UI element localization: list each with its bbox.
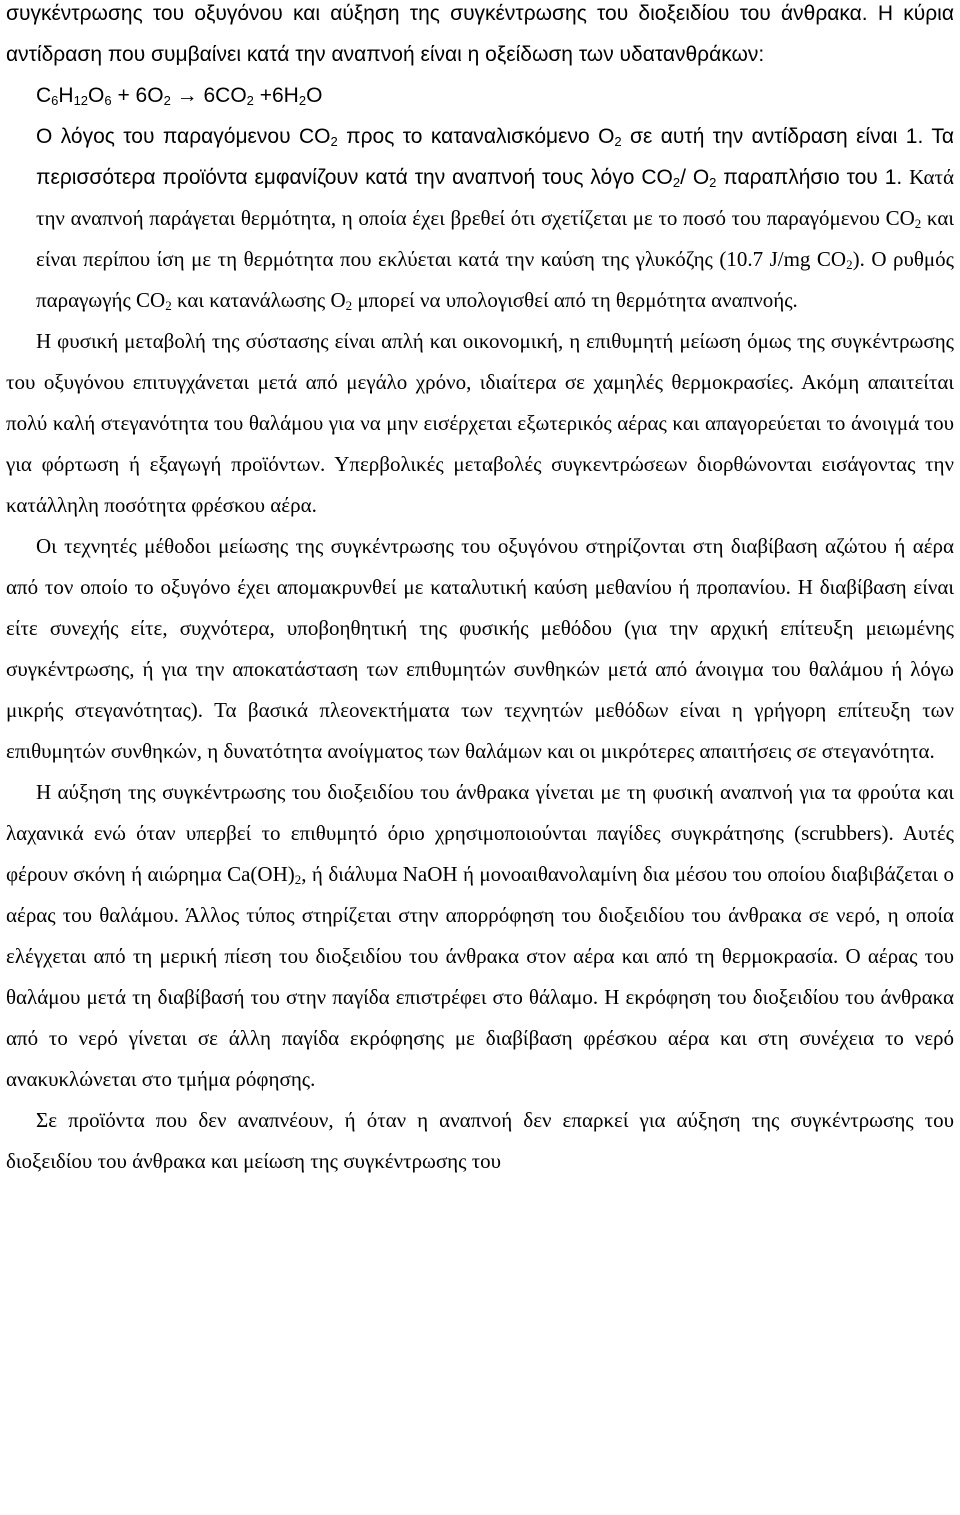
document-page: [6, 0, 954, 1182]
subscript: 2: [672, 175, 681, 190]
subscript: 2: [165, 298, 172, 313]
paragraph-p5: Η αύξηση της συγκέντρωσης του διοξειδίου του άνθρακα γίνεται με τη φυσική αναπνοή για τα φρούτα και λαχανικά ενώ όταν υπερβεί το επιθυμητό όριο χρησιμοποιούνται παγίδες συγκράτησης (scrubbers). Αυτές φέρουν σκόνη ή αιώρημα $Ca(OH)_2$, ή διάλυμα NaOH ή μονοαιθανολαμίνη δια μέσου του οποίου διαβιβάζεται ο αέρας του θαλάμου. Άλλος τύπος στηρίζεται στην απορρόφηση του διοξειδίου του άνθρακα σε νερό, η οποία ελέγχεται από τη μερική πίεση του διοξειδίου του άνθρακα στον αέρα και από τη θερμοκρασία. Ο αέρας του θαλάμου μετά τη διαβίβασή του στην παγίδα επιστρέφει στο θάλαμο. Η εκρόφηση του διοξειδίου του άνθρακα από το νερό γίνεται σε άλλη παγίδα εκρόφησης με διαβίβαση φρέσκου αέρα και στη συνέχεια το νερό ανακυκλώνεται στο τμήμα ρόφησης.: [6, 780, 954, 1091]
subscript: 2: [345, 298, 353, 313]
subscript: 6: [104, 93, 112, 108]
paragraph-p3: Η φυσική μεταβολή της σύστασης είναι απλή και οικονομική, η επιθυμητή μείωση όμως της συγκέντρωσης του οξυγόνου επιτυγχάνεται μετά από μεγάλο χρόνο, ιδιαίτερα σε χαμηλές θερμοκρασίες. Ακόμη απαιτείται πολύ καλή στεγανότητα του θαλάμου για να μην εισέρχεται εξωτερικός αέρας και απαγορεύεται το άνοιγμά του για φόρτωση ή εξαγωγή προϊόντων. Υπερβολικές μεταβολές συγκεντρώσεων διορθώνονται εισάγοντας την κατάλληλη ποσότητα φρέσκου αέρα.: [6, 329, 954, 517]
paragraph-p1: συγκέντρωσης του οξυγόνου και αύξηση της συγκέντρωσης του διοξειδίου του άνθρακα. Η κύρια αντίδραση που συμβαίνει κατά την αναπνοή είναι η οξείδωση των υδατανθράκων:: [6, 2, 954, 66]
subscript: 2: [709, 175, 717, 190]
subscript: 12: [73, 93, 89, 108]
paragraph-p2: Ο λόγος του παραγόμενου $CO_2$ προς το καταναλισκόμενο $O_2$ σε αυτή την αντίδραση είναι 1. Τα περισσότερα προϊόντα εμφανίζουν κατά την αναπνοή τους λόγο $CO_2/$ $O_2$ παραπλήσιο του 1. Κατά την αναπνοή παράγεται θερμότητα, η οποία έχει βρεθεί ότι σχετίζεται με το ποσό του παραγόμενου $CO_2$ και είναι περίπου ίση με τη θερμότητα που εκλύεται κατά την καύση της γλυκόζης (10.7 J/mg $CO_2$). Ο ρυθμός παραγωγής $CO_2$ και κατανάλωσης $O_2$ μπορεί να υπολογισθεί από τη θερμότητα αναπνοής.: [36, 125, 955, 313]
paragraph-p4: Οι τεχνητές μέθοδοι μείωσης της συγκέντρωσης του οξυγόνου στηρίζονται στη διαβίβαση αζώτου ή αέρα από τον οποίο το οξυγόνο έχει απομακρυνθεί με καταλυτική καύση μεθανίου ή προπανίου. Η διαβίβαση είναι είτε συνεχής είτε, συχνότερα, υποβοηθητική της φυσικής μεθόδου (για την αρχική επίτευξη μειωμένης συγκέντρωσης, ή για την αποκατάσταση των επιθυμητών συνθηκών μετά από άνοιγμα του θαλάμου ή λόγω μικρής στεγανότητας). Τα βασικά πλεονεκτήματα των τεχνητών μεθόδων είναι η γρήγορη επίτευξη των επιθυμητών συνθηκών, η δυνατότητα ανοίγματος των θαλάμων και οι μικρότερες απαιτήσεις σε στεγανότητα.: [6, 534, 954, 763]
serif-run: Κατά την αναπνοή παράγεται θερμότητα, η οποία έχει βρεθεί ότι σχετίζεται με το ποσό του παραγόμενου $CO_2$ και είναι περίπου ίση με τη θερμότητα που εκλύεται κατά την καύση της γλυκόζης (10.7 J/mg $CO_2$). Ο ρυθμός παραγωγής $CO_2$ και κατανάλωσης $O_2$ μπορεί να υπολογισθεί από τη θερμότητα αναπνοής.: [36, 165, 954, 313]
subscript: 6: [51, 93, 59, 108]
subscript: 2: [614, 134, 622, 149]
subscript: 2: [914, 216, 922, 231]
subscript: 2: [294, 872, 302, 887]
subscript: 2: [163, 93, 171, 108]
paragraph-equation: $C_6H_{12}O_6 + 6O_2 \to 6CO_2 +6H_2O$: [36, 84, 323, 108]
subscript: 2: [246, 93, 254, 108]
subscript: 2: [298, 93, 307, 108]
subscript: 2: [846, 257, 853, 272]
paragraph-p6: Σε προϊόντα που δεν αναπνέουν, ή όταν η αναπνοή δεν επαρκεί για αύξηση της συγκέντρωσης του διοξειδίου του άνθρακα και μείωση της συγκέντρωσης του: [6, 1108, 954, 1173]
subscript: 2: [330, 134, 338, 149]
